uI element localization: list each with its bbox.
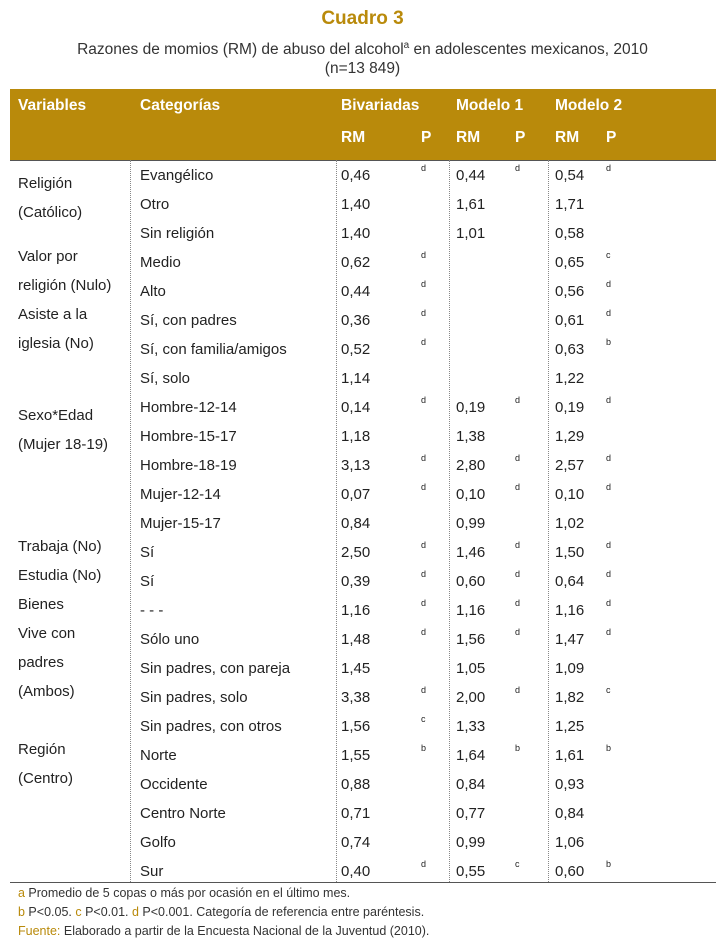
variable-label: padres [18,654,64,671]
bivariadas-p-cell: d [421,569,427,579]
modelo1-rm-cell: 0,60 [456,573,486,590]
header-categorias: Categorías [140,97,221,114]
modelo1-p-cell: c [515,859,520,869]
modelo2-p-cell: d [606,163,612,173]
modelo2-rm-cell: 0,64 [555,573,585,590]
bivariadas-rm-cell: 0,62 [341,254,371,271]
table-subtitle [0,36,725,78]
modelo2-p-cell: b [606,337,612,347]
modelo1-rm-cell: 1,56 [456,631,486,648]
bivariadas-rm-cell: 3,38 [341,689,371,706]
modelo1-rm-cell: 1,33 [456,718,486,735]
bivariadas-rm-cell: 1,45 [341,660,371,677]
modelo1-p-cell: d [515,598,521,608]
table-row [10,392,716,421]
variable-label: Trabaja (No) [18,538,102,555]
category-cell: Sin padres, con pareja [140,660,291,677]
footnote-b-text: P<0.05. [24,905,76,919]
variable-label: Valor por [18,248,78,265]
variable-label: religión (Nulo) [18,277,112,294]
bivariadas-rm-cell: 1,48 [341,631,371,648]
table-row [10,276,716,305]
modelo2-p-cell: d [606,482,612,492]
category-cell: Sí, con familia/amigos [140,341,287,358]
modelo2-rm-cell: 0,61 [555,312,585,329]
modelo1-rm-cell: 1,46 [456,544,486,561]
modelo2-rm-cell: 0,93 [555,776,585,793]
table-row [10,247,716,276]
modelo1-rm-cell: 0,55 [456,863,486,880]
bivariadas-rm-cell: 1,18 [341,428,371,445]
table-row [10,508,716,537]
category-cell: Hombre-12-14 [140,399,237,416]
category-cell: Sí [140,573,155,590]
modelo2-p-cell: d [606,395,612,405]
bivariadas-rm-cell: 0,40 [341,863,371,880]
category-cell: Golfo [140,834,176,851]
table-row [10,218,716,247]
modelo1-p-cell: d [515,163,521,173]
table-row [10,740,716,769]
modelo1-p-cell: d [515,569,521,579]
modelo2-rm-cell: 1,61 [555,747,585,764]
category-cell: Sólo uno [140,631,200,648]
modelo1-rm-cell: 2,80 [456,457,486,474]
modelo2-p-cell: c [606,685,611,695]
bivariadas-p-cell: d [421,598,427,608]
footnote-source [18,924,429,938]
modelo2-rm-cell: 1,22 [555,370,585,387]
bivariadas-p-cell: d [421,163,427,173]
header-variables: Variables [18,97,87,114]
footnote-a [18,886,350,900]
modelo1-p-cell: d [515,540,521,550]
bivariadas-p-cell: d [421,250,427,260]
table-bottom-rule [10,882,716,883]
footnote-b-key: b [18,905,25,919]
bivariadas-p-cell: d [421,395,427,405]
table-row [10,305,716,334]
header-modelo1-rm: RM [456,129,481,146]
bivariadas-rm-cell: 0,36 [341,312,371,329]
variable-label: Estudia (No) [18,567,102,584]
header-bivariadas-rm: RM [341,129,366,146]
bivariadas-rm-cell: 0,88 [341,776,371,793]
modelo1-rm-cell: 1,38 [456,428,486,445]
modelo1-rm-cell: 1,01 [456,225,486,242]
variable-label: Religión [18,175,73,192]
category-cell: Hombre-15-17 [140,428,237,445]
variable-label: Región [18,741,66,758]
modelo1-p-cell: d [515,685,521,695]
variable-label: (Católico) [18,204,83,221]
modelo2-rm-cell: 2,57 [555,457,585,474]
category-cell: Sí [140,544,155,561]
table-row [10,363,716,392]
header-modelo1-p: P [515,129,526,146]
table-row [10,682,716,711]
bivariadas-rm-cell: 1,14 [341,370,371,387]
footnote-c-text: P<0.01. [81,905,132,919]
sample-size: (n=13 849) [324,60,401,78]
modelo2-p-cell: d [606,279,612,289]
header-modelo2-rm: RM [555,129,580,146]
bivariadas-rm-cell: 0,52 [341,341,371,358]
category-cell: Otro [140,196,170,213]
category-cell: Centro Norte [140,805,226,822]
modelo1-rm-cell: 0,19 [456,399,486,416]
modelo2-rm-cell: 0,84 [555,805,585,822]
category-cell: Sin religión [140,225,215,242]
category-cell: - - - [140,602,164,619]
bivariadas-rm-cell: 0,84 [341,515,371,532]
bivariadas-rm-cell: 3,13 [341,457,371,474]
modelo2-p-cell: d [606,598,612,608]
table-row [10,566,716,595]
category-cell: Mujer-12-14 [140,486,221,503]
bivariadas-p-cell: d [421,337,427,347]
modelo1-rm-cell: 2,00 [456,689,486,706]
table-row [10,798,716,827]
modelo1-rm-cell: 1,61 [456,196,486,213]
variable-label: Vive con [18,625,76,642]
table-row [10,653,716,682]
header-bivariadas: Bivariadas [341,97,420,114]
modelo2-rm-cell: 0,19 [555,399,585,416]
table-row [10,189,716,218]
modelo2-p-cell: b [606,743,612,753]
bivariadas-p-cell: d [421,279,427,289]
bivariadas-rm-cell: 2,50 [341,544,371,561]
bivariadas-p-cell: c [421,714,426,724]
category-cell: Medio [140,254,181,271]
category-cell: Evangélico [140,167,214,184]
header-modelo1: Modelo 1 [456,97,524,114]
table-row [10,160,716,189]
header-bivariadas-p: P [421,129,432,146]
table-row [10,827,716,856]
bivariadas-rm-cell: 1,16 [341,602,371,619]
variable-label: (Mujer 18-19) [18,436,109,453]
subtitle-text-cont: en adolescentes mexicanos, 2010 [409,41,648,59]
footnote-d-key: d [131,905,139,919]
bivariadas-p-cell: d [421,859,427,869]
variable-label: Asiste a la [18,306,88,323]
category-cell: Hombre-18-19 [140,457,237,474]
modelo2-rm-cell: 1,47 [555,631,585,648]
modelo1-rm-cell: 1,05 [456,660,486,677]
variable-label: Sexo*Edad [18,407,94,424]
modelo1-p-cell: d [515,627,521,637]
bivariadas-rm-cell: 0,46 [341,167,371,184]
modelo2-p-cell: d [606,308,612,318]
category-cell: Sur [140,863,164,880]
table-row [10,624,716,653]
modelo2-rm-cell: 1,71 [555,196,585,213]
bivariadas-rm-cell: 0,07 [341,486,371,503]
header-modelo2-p: P [606,129,617,146]
modelo1-rm-cell: 0,84 [456,776,486,793]
category-cell: Norte [140,747,177,764]
bivariadas-rm-cell: 0,44 [341,283,371,300]
modelo2-rm-cell: 0,65 [555,254,585,271]
footnote-a-text: Promedio de 5 copas o más por ocasión en el último mes. [24,886,351,900]
table-row [10,769,716,798]
modelo2-rm-cell: 1,25 [555,718,585,735]
bivariadas-rm-cell: 0,39 [341,573,371,590]
modelo1-p-cell: b [515,743,521,753]
table-title: Cuadro 3 [321,8,404,29]
modelo2-rm-cell: 1,09 [555,660,585,677]
subtitle-text: Razones de momios (RM) de abuso del alcohol [77,41,404,59]
modelo2-rm-cell: 1,50 [555,544,585,561]
modelo1-p-cell: d [515,453,521,463]
modelo2-p-cell: d [606,540,612,550]
modelo1-rm-cell: 0,10 [456,486,486,503]
subtitle-footnote-mark: a [403,40,410,51]
modelo2-rm-cell: 1,29 [555,428,585,445]
footnote-bcd [18,905,424,919]
table-row [10,450,716,479]
bivariadas-p-cell: b [421,743,427,753]
category-cell: Sí, con padres [140,312,237,329]
modelo1-p-cell: d [515,482,521,492]
modelo2-p-cell: d [606,453,612,463]
modelo2-rm-cell: 1,16 [555,602,585,619]
modelo1-rm-cell: 0,99 [456,834,486,851]
table-row [10,334,716,363]
modelo1-rm-cell: 1,16 [456,602,486,619]
table-header [10,89,716,160]
table-row [10,479,716,508]
modelo2-p-cell: d [606,627,612,637]
category-cell: Alto [140,283,166,300]
variable-label: (Ambos) [18,683,75,700]
bivariadas-rm-cell: 0,14 [341,399,371,416]
modelo2-rm-cell: 0,63 [555,341,585,358]
header-modelo2: Modelo 2 [555,97,623,114]
bivariadas-rm-cell: 1,40 [341,225,371,242]
table-row [10,856,716,885]
modelo1-rm-cell: 0,44 [456,167,486,184]
variable-label: Bienes [18,596,64,613]
bivariadas-rm-cell: 1,40 [341,196,371,213]
modelo2-rm-cell: 1,02 [555,515,585,532]
category-cell: Sí, solo [140,370,191,387]
table-row [10,711,716,740]
bivariadas-p-cell: d [421,685,427,695]
footnote-c-key: c [75,905,82,919]
table-row [10,595,716,624]
bivariadas-p-cell: d [421,453,427,463]
modelo1-rm-cell: 0,77 [456,805,486,822]
variable-label: (Centro) [18,770,74,787]
category-cell: Sin padres, con otros [140,718,282,735]
modelo2-rm-cell: 0,58 [555,225,585,242]
table-row [10,421,716,450]
bivariadas-p-cell: d [421,627,427,637]
footnote-a-key: a [18,886,25,900]
table-row [10,537,716,566]
modelo2-rm-cell: 0,60 [555,863,585,880]
modelo2-rm-cell: 0,10 [555,486,585,503]
modelo1-rm-cell: 1,64 [456,747,486,764]
modelo2-p-cell: c [606,250,611,260]
category-cell: Sin padres, solo [140,689,248,706]
modelo2-rm-cell: 1,82 [555,689,585,706]
bivariadas-rm-cell: 0,74 [341,834,371,851]
modelo2-rm-cell: 0,56 [555,283,585,300]
bivariadas-rm-cell: 1,56 [341,718,371,735]
modelo1-rm-cell: 0,99 [456,515,486,532]
modelo2-p-cell: b [606,859,612,869]
source-key: Fuente: [18,924,61,938]
modelo2-p-cell: d [606,569,612,579]
bivariadas-rm-cell: 0,71 [341,805,371,822]
modelo1-p-cell: d [515,395,521,405]
modelo2-rm-cell: 0,54 [555,167,585,184]
bivariadas-p-cell: d [421,482,427,492]
footnote-d-text: P<0.001. Categoría de referencia entre paréntesis. [138,905,425,919]
bivariadas-p-cell: d [421,540,427,550]
bivariadas-rm-cell: 1,55 [341,747,371,764]
modelo2-rm-cell: 1,06 [555,834,585,851]
source-text: Elaborado a partir de la Encuesta Nacional de la Juventud (2010). [60,924,430,938]
category-cell: Mujer-15-17 [140,515,221,532]
variable-label: iglesia (No) [18,335,94,352]
category-cell: Occidente [140,776,208,793]
bivariadas-p-cell: d [421,308,427,318]
